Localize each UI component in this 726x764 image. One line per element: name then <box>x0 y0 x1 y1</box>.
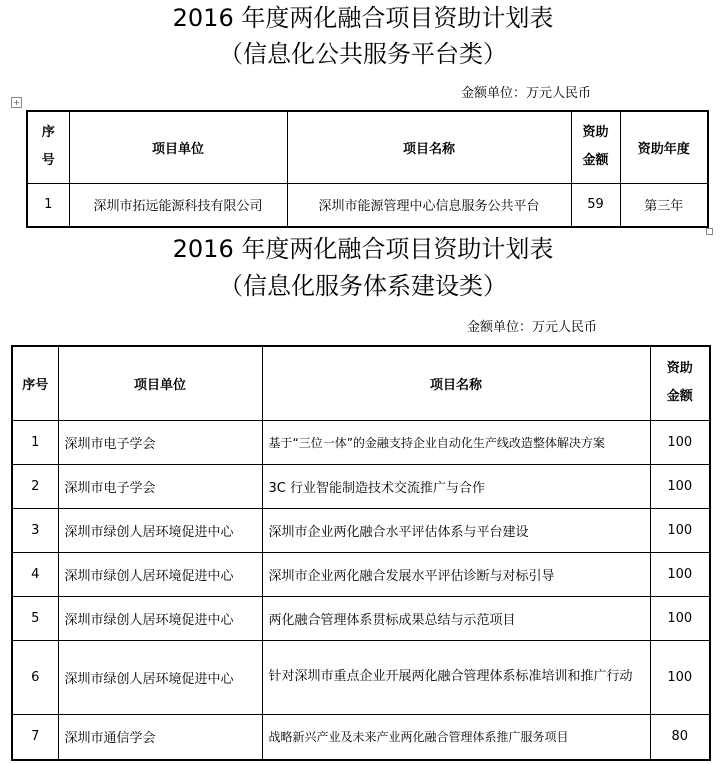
cell-unit: 深圳市绿创人居环境促进中心 <box>58 640 262 714</box>
cell-amount: 100 <box>650 464 710 508</box>
table-move-handle-icon[interactable]: + <box>11 97 22 108</box>
section1-title-line2: （信息化公共服务平台类） <box>219 40 507 68</box>
cell-amount: 59 <box>571 183 620 227</box>
cell-unit: 深圳市绿创人居环境促进中心 <box>58 508 262 552</box>
cell-project: 基于“三位一体”的金融支持企业自动化生产线改造整体解决方案 <box>262 420 650 464</box>
cell-seq: 2 <box>12 464 58 508</box>
header-unit-name: 项目单位 <box>69 111 287 183</box>
cell-project: 3C 行业智能制造技术交流推广与合作 <box>262 464 650 508</box>
table-row <box>12 552 710 596</box>
header-amount-line1: 资助 <box>666 361 693 377</box>
header-year: 资助年度 <box>620 111 708 183</box>
header-project-name: 项目名称 <box>287 111 571 183</box>
cell-amount: 100 <box>650 596 710 640</box>
cell-unit: 深圳市绿创人居环境促进中心 <box>58 596 262 640</box>
header-amount <box>650 346 710 420</box>
cell-project: 深圳市能源管理中心信息服务公共平台 <box>287 183 571 227</box>
cell-amount: 100 <box>650 420 710 464</box>
cell-amount: 100 <box>650 508 710 552</box>
section1-header-row <box>27 111 708 183</box>
cell-seq: 3 <box>12 508 58 552</box>
cell-project: 两化融合管理体系贯标成果总结与示范项目 <box>262 596 650 640</box>
cell-seq: 1 <box>12 420 58 464</box>
section1-unit-label: 金额单位：万元人民币 <box>461 86 592 101</box>
header-seq <box>27 111 69 183</box>
table-row <box>12 420 710 464</box>
header-project-name: 项目名称 <box>262 346 650 420</box>
table-row <box>12 640 710 714</box>
cell-seq: 6 <box>12 640 58 714</box>
section2-table <box>11 345 711 761</box>
section2-unit-label: 金额单位：万元人民币 <box>467 320 598 335</box>
header-amount <box>571 111 620 183</box>
cell-amount: 100 <box>650 640 710 714</box>
cell-seq: 4 <box>12 552 58 596</box>
header-amount-line1: 资助 <box>582 125 609 141</box>
section2-title-line1: 2016 年度两化融合项目资助计划表 <box>172 235 554 263</box>
cell-unit: 深圳市电子学会 <box>58 464 262 508</box>
header-unit-name: 项目单位 <box>58 346 262 420</box>
header-seq-line2: 号 <box>41 153 55 169</box>
table-row <box>12 596 710 640</box>
header-amount-line2: 金额 <box>666 389 693 405</box>
section1-table <box>26 110 709 228</box>
cell-seq: 7 <box>12 714 58 760</box>
header-seq-line1: 序 <box>41 125 55 141</box>
header-amount-line2: 金额 <box>582 153 609 169</box>
cell-year: 第三年 <box>620 183 708 227</box>
section2-title-line2: （信息化服务体系建设类） <box>219 272 507 300</box>
section1-title-line1: 2016 年度两化融合项目资助计划表 <box>172 4 554 32</box>
table-row <box>27 183 708 227</box>
cell-unit: 深圳市电子学会 <box>58 420 262 464</box>
table-row <box>12 508 710 552</box>
header-seq: 序号 <box>12 346 58 420</box>
cell-seq: 5 <box>12 596 58 640</box>
cell-project: 深圳市企业两化融合水平评估体系与平台建设 <box>262 508 650 552</box>
table-row <box>12 714 710 760</box>
cell-project: 深圳市企业两化融合发展水平评估诊断与对标引导 <box>262 552 650 596</box>
cell-seq: 1 <box>27 183 69 227</box>
cell-unit: 深圳市绿创人居环境促进中心 <box>58 552 262 596</box>
section2-header-row <box>12 346 710 420</box>
cell-project: 战略新兴产业及未来产业两化融合管理体系推广服务项目 <box>262 714 650 760</box>
cell-unit: 深圳市通信学会 <box>58 714 262 760</box>
table-row <box>12 464 710 508</box>
cell-project: 针对深圳市重点企业开展两化融合管理体系标准培训和推广行动 <box>262 640 650 714</box>
cell-amount: 100 <box>650 552 710 596</box>
cell-amount: 80 <box>650 714 710 760</box>
cell-unit: 深圳市拓远能源科技有限公司 <box>69 183 287 227</box>
